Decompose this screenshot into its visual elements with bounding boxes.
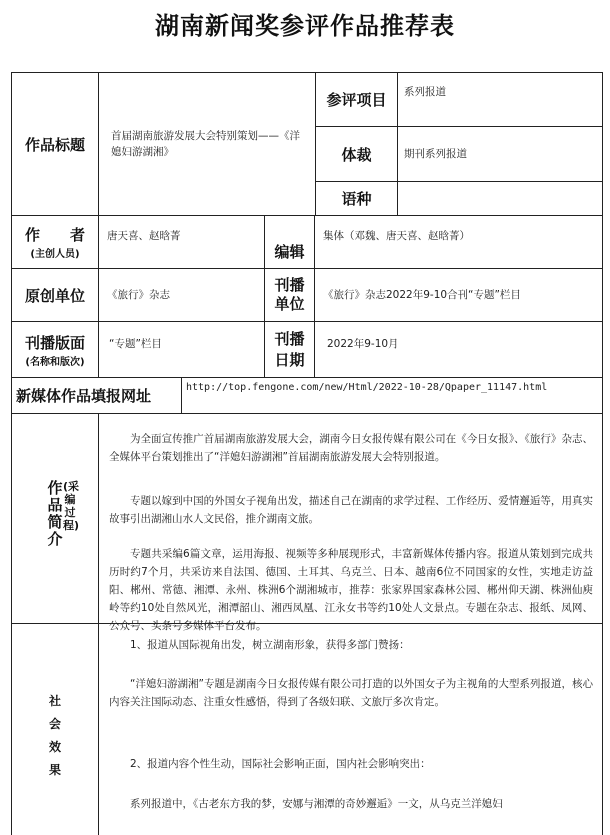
intro-paragraph-3: 专题共采编6篇文章，运用海报、视频等多种展现形式，丰富新媒体传播内容。报道从策划到完成共历时约7个月，共采访来自法国、德国、土耳其、乌克兰、日本、越南6位不同国家的女性，实地走访益阳、郴州、常德、湘潭、永州、株洲6个湖湘城市，推荐：张家界国家森林公园、郴州仰天湖、株洲仙庾岭等约10处自然风光，湘潭韶山、湘西凤凰、江永女书等约10处人文景点。专题在杂志、报纸、凤网、公众号、头条号多媒体平台发布。 [109,548,593,632]
genre-label: 体裁 [341,145,372,164]
publish-unit-value: 《旅行》杂志2022年9-10合刊“专题”栏目 [323,288,521,301]
col-line [98,413,99,835]
language-label: 语种 [341,190,372,208]
row-line [11,413,603,414]
review-item-value: 系列报道 [404,85,446,98]
intro-label: 作品简介 [47,479,63,548]
origin-unit-label: 原创单位 [24,286,85,305]
new-media-url-value[interactable]: http://top.fengone.com/new/Html/2022-10-28/Qpaper_11147.html [186,382,548,394]
publish-page-value: “专题”栏目 [109,338,162,351]
publish-date-value: 2022年9-10月 [327,338,399,351]
genre-value: 期刊系列报道 [404,147,467,160]
border-right [602,72,603,835]
recommendation-form [11,72,603,835]
document-title: 湖南新闻奖参评作品推荐表 [155,12,455,40]
publish-unit-label: 刊播单位 [274,275,305,313]
author-label-cell [12,216,98,268]
author-value: 唐天喜、赵晗菁 [107,229,181,242]
new-media-url-label: 新媒体作品填报网址 [16,387,152,405]
origin-unit-value: 《旅行》杂志 [107,288,170,301]
intro-sublabel: (采编过程) [63,480,80,532]
publish-page-sublabel: (名称和版次) [25,356,85,368]
work-title-value: 首届湖南旅游发展大会特别策划——《洋媳妇游湖湘》 [111,129,300,158]
social-paragraph-4: 系列报道中，《古老东方我的梦，安娜与湘潭的奇妙邂逅》一文，从乌克兰洋媳妇 [130,798,503,810]
intro-paragraph-1: 为全面宣传推广首届湖南旅游发展大会，湖南今日女报传媒有限公司在《今日女报》、《旅行》杂志、全媒体平台策划推出了“洋媳妇游湖湘”首届湖南旅游发展大会特别报道。 [109,433,593,463]
author-label: 作 者 [24,226,85,244]
language-value [398,182,602,215]
editor-value: 集体（邓魏、唐天喜、赵晗菁） [323,229,470,242]
social-effect-label: 社会效果 [48,694,61,777]
social-paragraph-1: 1、报道从国际视角出发，树立湖南形象，获得多部门赞扬： [130,639,410,651]
social-paragraph-3: 2、报道内容个性生动，国际社会影响正面，国内社会影响突出： [130,758,431,770]
publish-page-label-cell [12,322,98,377]
publish-date-label: 刊播日期 [274,330,305,369]
intro-paragraph-2: 专题以嫁到中国的外国女子视角出发，描述自己在湖南的求学过程、工作经历、爱情邂逅等，用真实故事引出湖湘山水人文民俗，推介湖南文旅。 [109,495,593,525]
editor-label: 编辑 [274,243,305,261]
author-sublabel: (主创人员) [30,249,80,260]
social-paragraph-2: “洋媳妇游湖湘”专题是湖南今日女报传媒有限公司打造的以外国女子为主视角的大型系列报道，核心内容关注国际动态、注重女性感悟，得到了各级妇联、文旅厅多次肯定。 [109,678,593,708]
review-item-label: 参评项目 [326,91,387,109]
publish-page-label: 刊播版面 [24,333,85,352]
work-title-label: 作品标题 [24,135,85,154]
